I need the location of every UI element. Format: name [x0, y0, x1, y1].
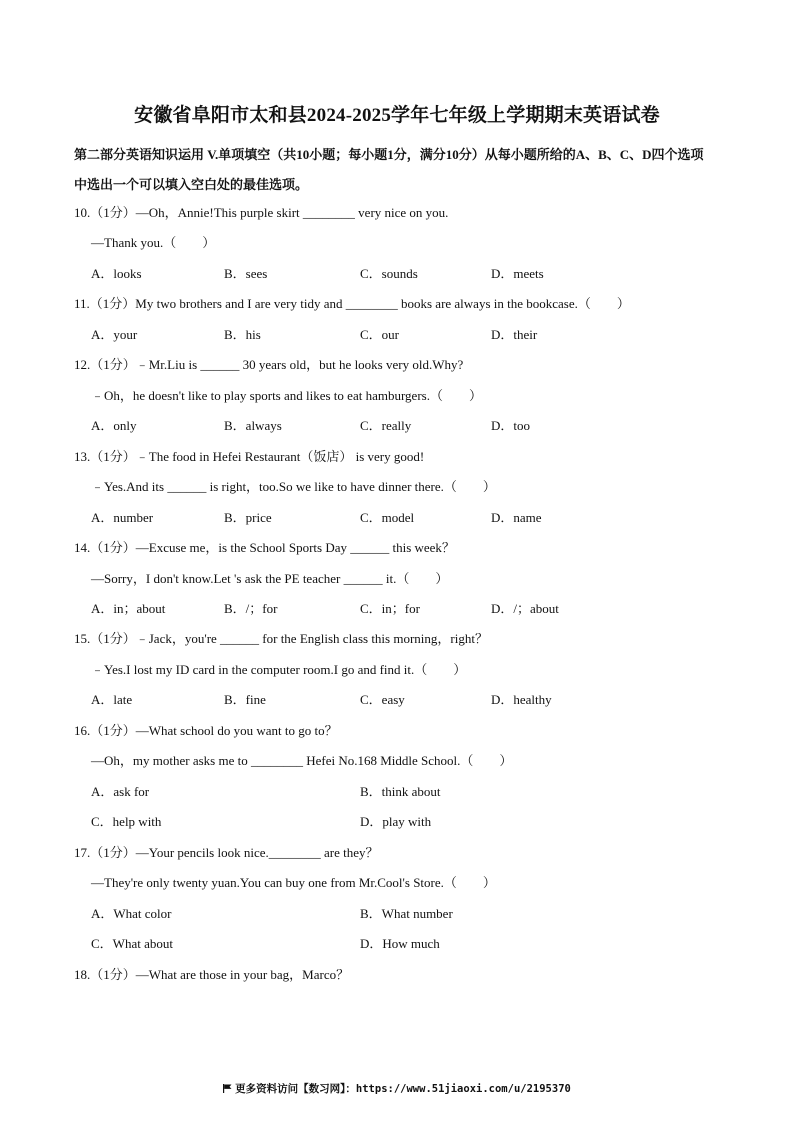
option-d: D．healthy [491, 692, 552, 707]
option-d: D．meets [491, 266, 544, 281]
option-d: D．play with [360, 814, 432, 829]
option-c: C．easy [360, 692, 405, 707]
option-c: C．What about [91, 936, 173, 951]
option-d: D．their [491, 327, 538, 342]
option-b: B．fine [224, 692, 266, 707]
question-16-stem: 16.（1分）—What school do you want to go to？ [74, 723, 338, 738]
footer-link[interactable]: 更多资料访问【数习网】：https://www.51jiaoxi.com/u/2195370 [235, 1083, 571, 1095]
question-12-reply: ﹣Oh，he doesn't like to play sports and likes to eat hamburgers.（ ） [91, 388, 482, 403]
option-b: B．price [224, 510, 272, 525]
question-14-stem: 14.（1分）—Excuse me，is the School Sports Day ______ this week？ [74, 540, 455, 555]
section-instructions: 第二部分英语知识运用 V.单项填空（共10小题；每小题1分，满分10分）从每小题所给的A、B、C、D四个选项中选出一个可以填入空白处的最佳选项。 [74, 147, 704, 192]
option-b: B．sees [224, 266, 268, 281]
option-a: A．your [91, 327, 138, 342]
question-15-stem: 15.（1分）﹣Jack，you're ______ for the English class this morning，right？ [74, 631, 488, 646]
option-b: B．/；for [224, 601, 278, 616]
question-10-reply: —Thank you.（ ） [91, 235, 216, 250]
option-d: D．name [491, 510, 542, 525]
option-a: A．What color [91, 906, 172, 921]
question-17-stem: 17.（1分）—Your pencils look nice.________ are they？ [74, 845, 379, 860]
page-title: 安徽省阜阳市太和县2024-2025学年七年级上学期期末英语试卷 [134, 105, 660, 126]
question-15-reply: ﹣Yes.I lost my ID card in the computer room.I go and find it.（ ） [91, 662, 467, 677]
question-13-stem: 13.（1分）﹣The food in Hefei Restaurant（饭店） is very good! [74, 449, 425, 464]
option-c: C．model [360, 510, 415, 525]
footer [0, 1081, 794, 1096]
question-16-reply: —Oh，my mother asks me to ________ Hefei No.168 Middle School.（ ） [91, 753, 513, 768]
option-c: C．really [360, 418, 412, 433]
flag-icon [223, 1084, 232, 1093]
question-11-stem: 11.（1分）My two brothers and I are very tidy and ________ books are always in the bookcase.（ ） [74, 296, 630, 311]
option-c: C．in；for [360, 601, 420, 616]
option-b: B．always [224, 418, 282, 433]
question-12-stem: 12.（1分）﹣Mr.Liu is ______ 30 years old，but he looks very old.Why? [74, 357, 464, 372]
option-a: A．looks [91, 266, 142, 281]
question-14-reply: —Sorry，I don't know.Let 's ask the PE teacher ______ it.（ ） [91, 571, 449, 586]
option-a: A．ask for [91, 784, 150, 799]
option-c: C．sounds [360, 266, 418, 281]
option-b: B．What number [360, 906, 453, 921]
option-c: C．help with [91, 814, 162, 829]
option-b: B．think about [360, 784, 441, 799]
option-a: A．number [91, 510, 154, 525]
question-17-reply: —They're only twenty yuan.You can buy one from Mr.Cool's Store.（ ） [91, 875, 496, 890]
option-a: A．in；about [91, 601, 166, 616]
option-d: D．How much [360, 936, 440, 951]
option-d: D．too [491, 418, 531, 433]
option-b: B．his [224, 327, 261, 342]
option-d: D．/；about [491, 601, 559, 616]
question-18-stem: 18.（1分）—What are those in your bag，Marco？ [74, 967, 350, 982]
option-c: C．our [360, 327, 400, 342]
option-a: A．late [91, 692, 133, 707]
question-10-stem: 10.（1分）—Oh，Annie!This purple skirt ________ very nice on you. [74, 205, 449, 220]
option-a: A．only [91, 418, 137, 433]
question-13-reply: ﹣Yes.And its ______ is right，too.So we like to have dinner there.（ ） [91, 479, 496, 494]
